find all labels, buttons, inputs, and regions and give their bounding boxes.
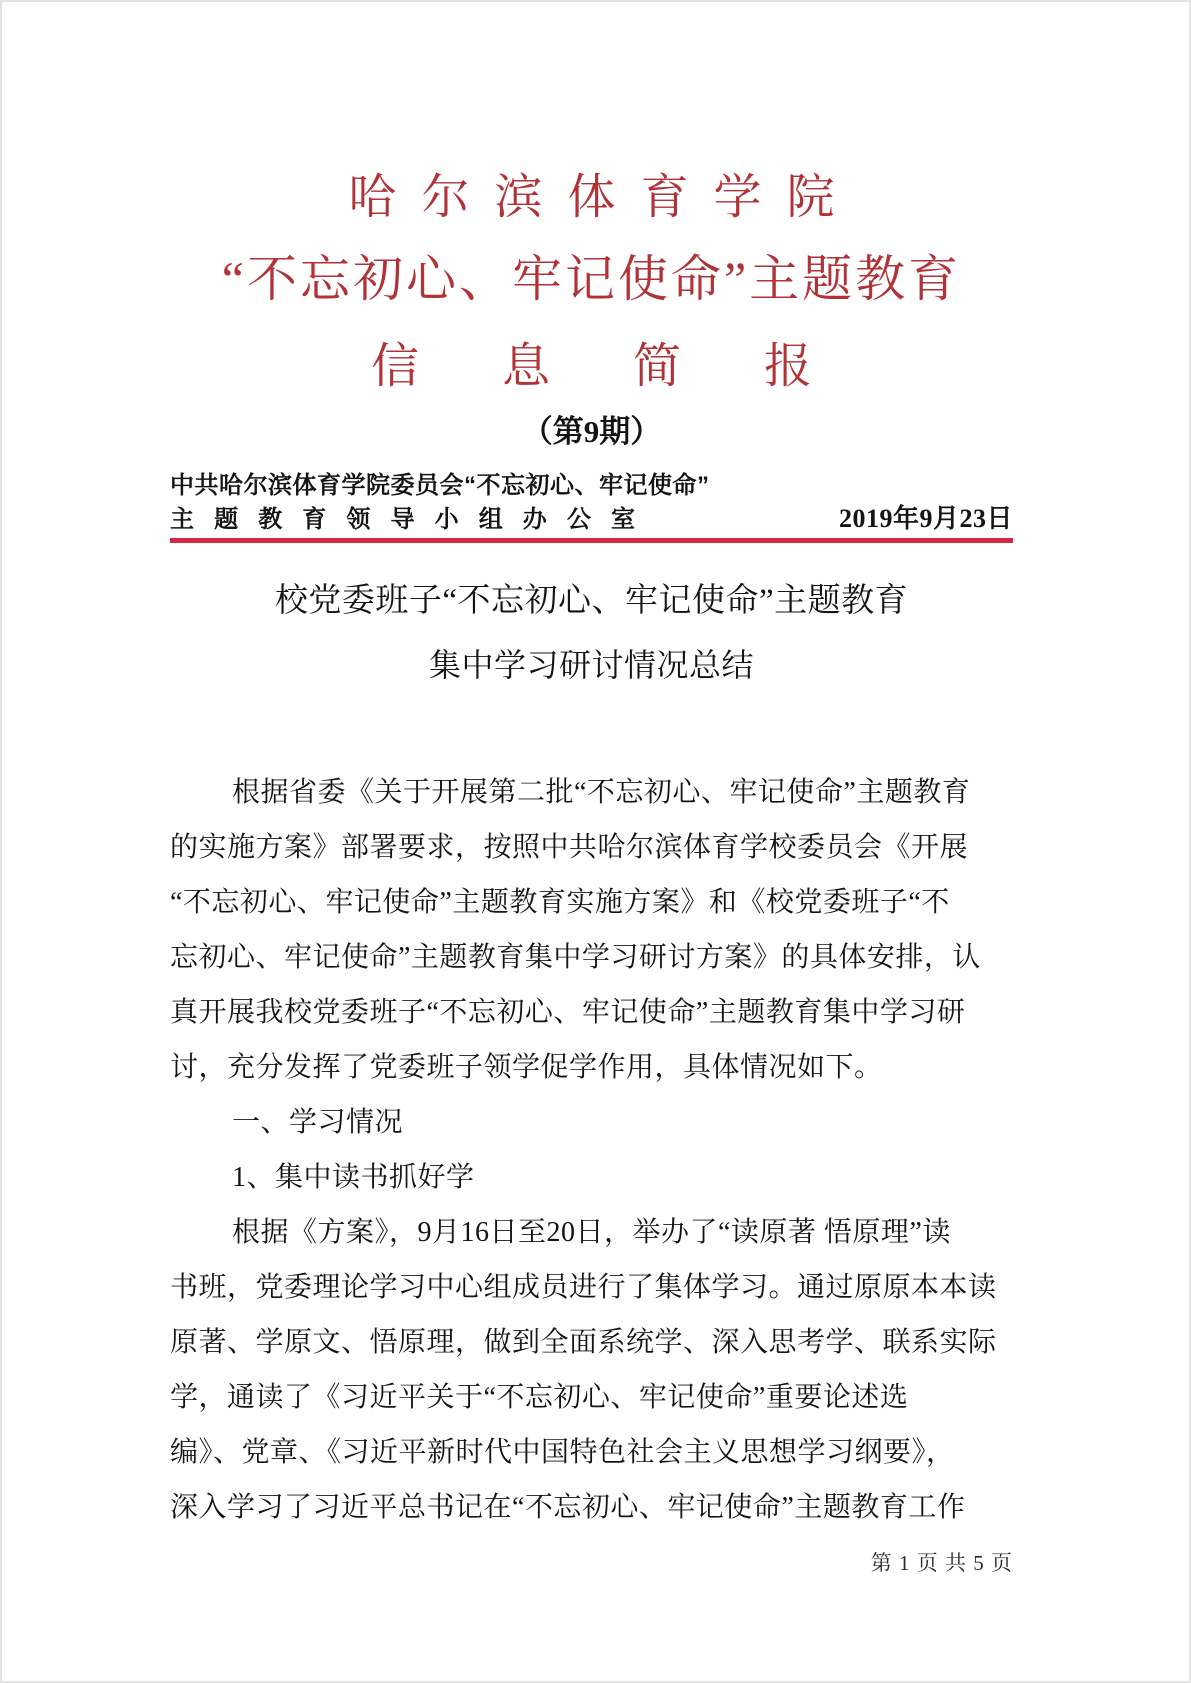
document-body: [170, 765, 1013, 1535]
issue-number: （第9期）: [521, 414, 662, 449]
body-line: “不忘初心、牢记使命”主题教育实施方案》和《校党委班子“不: [170, 887, 950, 918]
issue-date: 2019年9月23日: [838, 504, 1013, 533]
document-title-line1: 校党委班子“不忘初心、牢记使命”主题教育: [274, 583, 909, 619]
issuing-office-row: [170, 506, 1013, 533]
body-subsection-heading: 1、集中读书抓好学: [232, 1162, 475, 1193]
body-line: 根据省委《关于开展第二批“不忘初心、牢记使命”主题教育: [232, 777, 971, 808]
masthead-title-line3: 信息简报: [370, 340, 895, 393]
masthead: [170, 0, 1013, 543]
body-line: 根据《方案》，9月16日至20日，举办了“读原著 悟原理”读: [232, 1217, 951, 1248]
body-line: 的实施方案》部署要求，按照中共哈尔滨体育学校委员会《开展: [170, 832, 969, 863]
issuing-office-line1: 中共哈尔滨体育学院委员会“不忘初心、牢记使命”: [170, 472, 710, 499]
page-number-indicator: 第 1 页 共 5 页: [870, 1551, 1013, 1575]
body-line: 真开展我校党委班子“不忘初心、牢记使命”主题教育集中学习研: [170, 997, 966, 1028]
body-line: 编》、党章、《习近平新时代中国特色社会主义思想学习纲要》，: [170, 1437, 955, 1468]
issuing-office-line2: 主题教育领导小组办公室: [170, 506, 635, 533]
masthead-title-line2: “不忘初心、牢记使命”主题教育: [221, 251, 962, 307]
masthead-title-line1: 哈尔滨体育学院: [348, 171, 860, 224]
body-line: 忘初心、牢记使命”主题教育集中学习研讨方案》的具体安排，认: [170, 942, 981, 973]
body-line: 深入学习了习近平总书记在“不忘初心、牢记使命”主题教育工作: [170, 1492, 966, 1523]
red-divider-rule: [170, 538, 1013, 543]
body-line: 学，通读了《习近平关于“不忘初心、牢记使命”重要论述选: [170, 1382, 909, 1413]
body-line: 书班，党委理论学习中心组成员进行了集体学习。通过原原本本读: [170, 1272, 997, 1303]
document-title-line2: 集中学习研讨情况总结: [428, 647, 754, 683]
body-line: 讨，充分发挥了党委班子领学促学作用，具体情况如下。: [170, 1052, 883, 1083]
body-section-heading: 一、学习情况: [232, 1107, 404, 1138]
page-content: [170, 0, 1013, 1535]
body-line: 原著、学原文、悟原理，做到全面系统学、深入思考学、联系实际: [170, 1327, 997, 1358]
